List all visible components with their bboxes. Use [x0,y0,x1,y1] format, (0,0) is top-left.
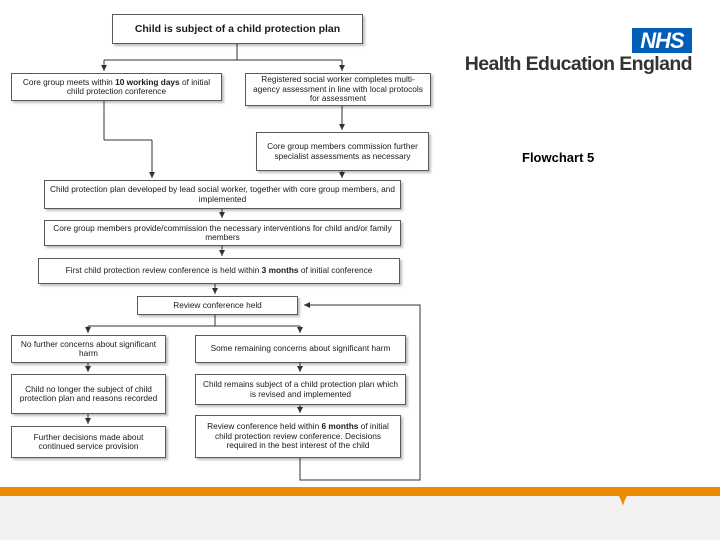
box-review-conference-held: Review conference held [137,296,298,315]
box-remains-subject: Child remains subject of a child protection plan which is revised and implemented [195,374,406,405]
box-some-remaining-concerns: Some remaining concerns about significant harm [195,335,406,363]
box-assessment: Registered social worker completes multi-agency assessment in line with local protocols for assessment [245,73,431,106]
slide-title: Flowchart 5 [522,150,595,165]
box-interventions: Core group members provide/commission the necessary interventions for child and/or family members [44,220,401,246]
footer-notch-shape [608,487,638,507]
nhs-logo: NHS [632,28,692,53]
box-first-review: First child protection review conference is held within 3 months of initial conference [38,258,400,284]
box-child-subject-of-plan: Child is subject of a child protection plan [112,14,363,44]
box-no-longer-subject: Child no longer the subject of child protection plan and reasons recorded [11,374,166,414]
box-specialist-assessments: Core group members commission further specialist assessments as necessary [256,132,429,171]
box-further-decisions: Further decisions made about continued service provision [11,426,166,458]
box-core-group-meets: Core group meets within 10 working days of initial child protection conference [11,73,222,101]
box-plan-developed: Child protection plan developed by lead social worker, together with core group members, and implemented [44,180,401,209]
org-name: Health Education England [464,53,692,75]
box-review-within-6-months: Review conference held within 6 months of initial child protection review conference. Decisions required in the best interest of the child [195,415,401,458]
box-no-further-concerns: No further concerns about significant harm [11,335,166,363]
